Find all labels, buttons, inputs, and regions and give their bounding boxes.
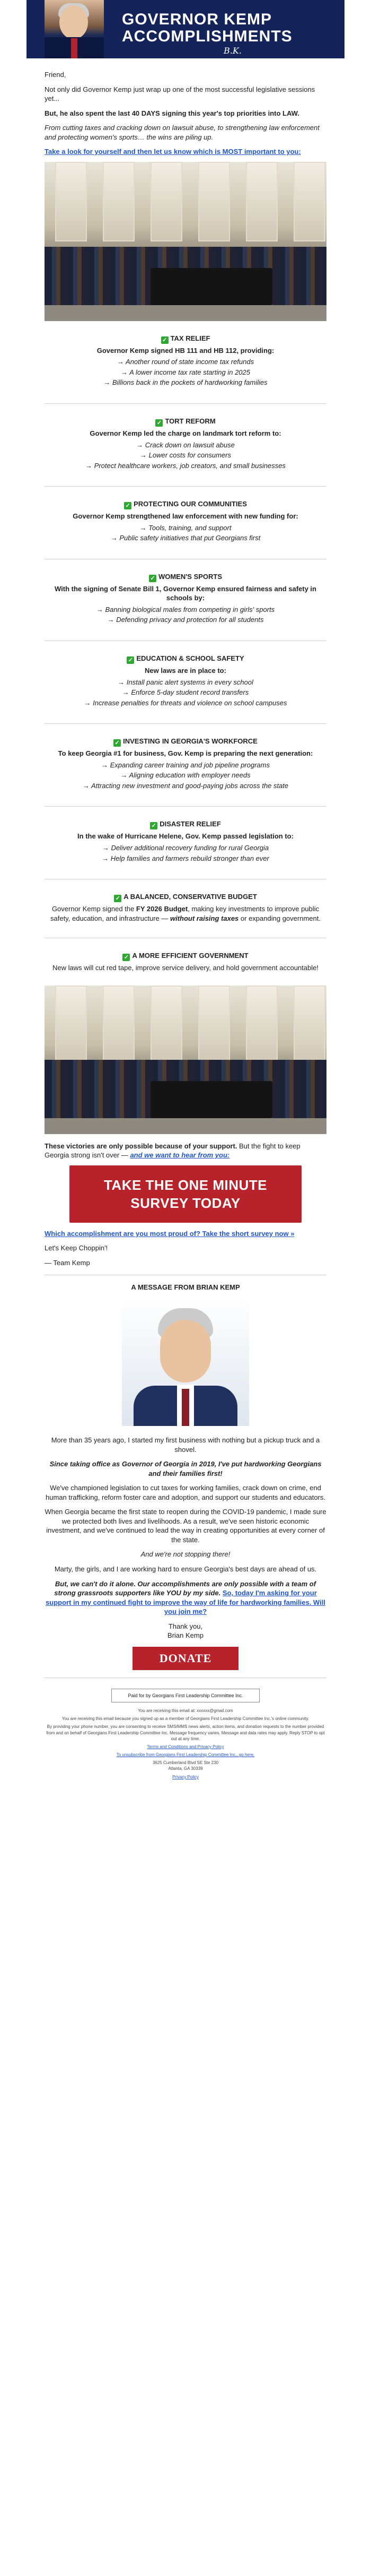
intro-paragraph-3: From cutting taxes and cracking down on lawsuit abuse, to strengthening law enforcement and protecting women's sports… the wins are piling up. [45,124,320,141]
closing-bold: These victories are only possible because of your support. [45,1142,237,1150]
receiving-email-notice: You are receiving this email at: xxxxxx@gmail.com [138,1708,233,1713]
closing-choppin: Let's Keep Choppin'! [45,1244,108,1252]
footer-line-1: You are receiving this email because you signed up as a member of Georgians First Leadership Committee Inc.'s online community. [61,1716,310,1722]
governor-photo [45,0,104,58]
section-womens-sports: ✓ WOMEN'S SPORTS With the signing of Senate Bill 1, Governor Kemp ensured fairness and safety in schools by: → Banning biological males from competing in girls' sports → Defending privacy and protection for all students [55,572,316,624]
letter-heading: A MESSAGE FROM BRIAN KEMP [131,1283,240,1292]
banner-signature: B.K. [224,46,242,56]
hear-from-you-link[interactable]: and we want to hear from you: [130,1151,230,1160]
checkmark-icon: ✓ [149,575,156,582]
message-from-kemp: A MESSAGE FROM BRIAN KEMP More than 35 years ago, I started my first business with nothing but a pickup truck and a shovel. Since taking office as Governor of Georgia in 2019, I've put hardworking Georgians and their families first! We've championed legislation to cut taxes for working families, crack down on crime, end human trafficking, reform foster care and adoption, and support our students and educators. When Georgia became the first state to reopen during the COVID-19 pandemic, I made sure we protected both lives and livelihoods. As a result, we've seen historic economic investment, and we've continued to lead the way in creating opportunities at every corner of the state. And we're not stopping there! Marty, the girls, and I are working hard to ensure Georgia's best days are ahead of us. But, we can't do it alone. Our accomplishments are only possible with a team of strong grassroots supporters like YOU by my side. So, today I'm asking for your support in my continued fight to improve the way of life for hardworking families. Will you join me? Thank you, Brian Kemp DONATE [45,1283,326,1670]
survey-link[interactable]: Which accomplishment are you most proud of? Take the short survey now » [45,1229,295,1238]
banner-title-line1: GOVERNOR KEMP [122,11,272,28]
checkmark-icon: ✓ [127,656,134,664]
footer-line-2: By providing your phone number, you are consenting to receive SMS/MMS news alerts, action items, and donation requests to the number provided from and on behalf of Georgians First Leadership Committee Inc. Message frequency varies. Message and data rates may apply. Reply STOP to opt out at any time. [46,1724,325,1741]
section-disaster-relief: ✓ DISASTER RELIEF In the wake of Hurricane Helene, Gov. Kemp passed legislation to: → Deliver additional recovery funding for rural Georgia → Help families and farmers rebuild stronger than ever [77,820,294,862]
section-workforce: ✓ INVESTING IN GEORGIA'S WORKFORCE To keep Georgia #1 for business, Gov. Kemp is preparing the next generation: → Expanding career training and job pipeline programs → Aligning education with employer needs → Attracting new investment and good-paying jobs across the state [58,737,313,790]
section-education: ✓ EDUCATION & SCHOOL SAFETY New laws are in place to: → Install panic alert systems in every school → Enforce 5-day student record transfers → Increase penalties for threats and violence on school campuses [84,654,287,707]
section-tort-reform: ✓ TORT REFORM Governor Kemp led the charge on landmark tort reform to: → Crack down on lawsuit abuse → Lower costs for consumers → Protect healthcare workers, job creators, and small businesses [85,417,286,470]
brian-kemp-portrait [122,1299,249,1426]
privacy-policy-link[interactable]: Privacy Policy [172,1774,199,1779]
unsubscribe-link[interactable]: To unsubscribe from Georgians First Leadership Committee Inc., go here. [116,1752,255,1758]
checkmark-icon: ✓ [124,502,131,509]
section-budget: ✓ A BALANCED, CONSERVATIVE BUDGET Governor Kemp signed the FY 2026 Budget, making key investments to improve public safety, education, and infrastructure — without raising taxes or expanding government. [50,893,321,922]
accomplishments-link[interactable]: Take a look for yourself and then let us know which is MOST important to you: [45,148,301,156]
checkmark-icon: ✓ [150,822,157,829]
closing-signoff: — Team Kemp [45,1258,90,1267]
survey-cta-button[interactable]: TAKE THE ONE MINUTE SURVEY TODAY [69,1165,302,1223]
bill-signing-photo [45,162,326,321]
checkmark-icon: ✓ [122,954,130,961]
intro-paragraph-1: Not only did Governor Kemp just wrap up one of the most successful legislative sessions yet... [45,85,315,103]
checkmark-icon: ✓ [114,895,121,902]
checkmark-icon: ✓ [113,739,121,747]
paid-for-disclaimer: Paid for by Georgians First Leadership Committee Inc. [111,1689,260,1702]
address-line-2: Atlanta, GA 30339 [168,1766,203,1771]
greeting: Friend, [45,71,66,79]
capitol-event-photo [45,986,326,1134]
address-line-1: 3625 Cumberland Blvd SE Ste 230 [152,1760,219,1766]
banner-title-line2: ACCOMPLISHMENTS [122,28,293,45]
checkmark-icon: ✓ [161,336,169,344]
terms-link[interactable]: Terms and Conditions and Privacy Policy [147,1744,224,1749]
checkmark-icon: ✓ [155,419,163,427]
section-protecting-communities: ✓ PROTECTING OUR COMMUNITIES Governor Kemp strengthened law enforcement with new funding for: → Tools, training, and support → Public safety initiatives that put Georgians first [73,500,298,542]
header-banner [26,0,344,58]
join-me-link[interactable]: So, today I'm asking for your support in my continued fight to improve the way of life for hardworking families. Will you join me? [46,1589,325,1616]
donate-button[interactable]: DONATE [132,1647,238,1670]
section-efficient-government: ✓ A MORE EFFICIENT GOVERNMENT New laws will cut red tape, improve service delivery, and hold government accountable! [52,952,319,972]
section-tax-relief: ✓ TAX RELIEF Governor Kemp signed HB 111 and HB 112, providing: → Another round of state income tax refunds → A lower income tax rate starting in 2025 → Billions back in the pockets of hardworking families [96,334,275,387]
intro-paragraph-2: But, he also spent the last 40 DAYS signing this year's top priorities into LAW. [45,109,299,117]
